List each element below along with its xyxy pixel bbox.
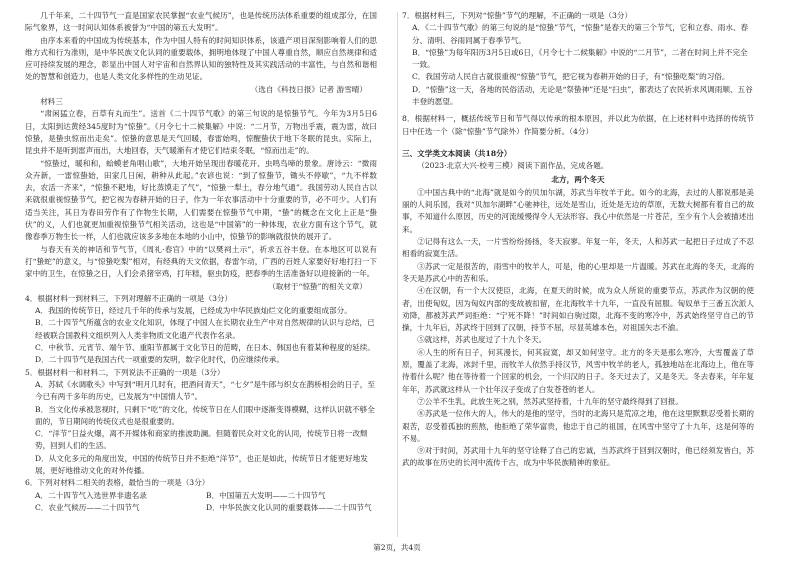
passage-title: 北方，两个冬天 [551, 174, 605, 184]
passage-paragraph: ⑧苏武是一位伟大的人，伟大的是他的坚守，当时的北海只是荒凉之地，他在这里默默忍受着长期的艰苦，忍受着孤独的煎熬，他拒绝了荣华富贵，他忠于自己的祖国，在风雪中坚守了十九年，这是何等的不易。 [402, 409, 754, 443]
option: B．“惊蛰”为每年阳历3月5日或6日，《月令七十二候集解》中说的“二月节”，二者在时间上并不完全一致。 [412, 47, 748, 70]
option: A．二十四节气入选世界非遗名录 [35, 490, 147, 500]
question-6: 6．下列对材料二相关的表格，最恰当的一项是（3分） [25, 478, 210, 488]
passage-paragraph: ④在汉朝，有一个大汉使臣，北海，在夏天的时候，成为众人所说的重要节点，苏武作为汉朝的使者，出使匈奴，因为匈奴内部的变故被扣留，在北海牧羊十九年，一直没有屈服。匈奴单于三番五次派人劝降，都被苏武严词拒绝：“宁死不降！”时间如白驹过隙，北海不变的寒冷中，苏武始终坚守自己的节操，十九年后，苏武终于回到了汉朝，持节不屈，尽显英雄本色，对祖国矢志不渝。 [402, 286, 754, 333]
option: A．苏轼《水调歌头》中写到“明月几时有，把酒问青天”，“七夕”是牛郎与织女在鹊桥相会的日子，至今已有两千多年的历史，已发展为“中国情人节”。 [35, 379, 375, 402]
passage-paragraph: ⑨对于时间，苏武用十九年的坚守诠释了自己的忠诚，当苏武终于回到汉朝时，他已经须发皆白，苏武的故事在历史的长河中流传千古，成为中华民族精神的象征。 [402, 446, 754, 468]
paragraph: 几千年来，二十四节气一直是国家农民掌握“农业气候历”，也是传统历法体系重要的组成部分，在国际气象界，这一时间认知体系被誉为“中国的第五大发明”。 [25, 11, 377, 33]
option: C．中秋节、元宵节、端午节、重阳节都属于文化节日的范畴，在日本、韩国也有着某种程度的延续。 [35, 343, 375, 353]
option: B．当文化传承被忽视时，只剩下“吃”的文化，传统节日在人们眼中逐渐变得模糊，这样认识就不够全面的，节日期间的传统仪式也是很重要的。 [35, 404, 375, 426]
option: A．我国的传统节日，经过几千年的传承与发展，已经成为中华民族灿烂文化的重要组成部分。 [35, 306, 352, 316]
column-divider [397, 12, 398, 537]
section-heading: 三、文学类文本阅读（共18分） [402, 148, 512, 158]
paragraph: 由序本来看的中国成为传统基本，作为中国人特有的时间知识体系，该遗产项目深刻影响着人们的思维方式和行为准则，是中华民族文化认同的重要载体，拥明地体现了中国人尊重自然，顺应自然规律和适应可持续发展的理念，彰显出中国人对宇宙和自然界认知的独特性及其实践活动的丰富性，与自然和谐相处的智慧和创造力，也是人类文化多样性的生动见证。 [25, 35, 377, 82]
passage-paragraph: ⑤就这样，苏武也度过了十九个冬天。 [417, 335, 547, 345]
passage-paragraph: ②记得有这么一天，一片雪纷纷扬扬，冬天寂寥。年复一年，冬天，人和苏武一起把日子过成了不忍相看的寂寞生活。 [402, 237, 754, 259]
paragraph: “肃闲猛立春，百草有丸而生”。送首《二十四节气歌》的第三句说的是惊蛰节气。今年为3月5日6日，太阳到达黄经345度时为“惊蛰”。《月令七十二候集解》中说：“二月节，万物出乎震，震为雷，故曰惊蛰，是蛰虫惊而出走矣”。惊蛰的意思是天气回暖，春雷始鸣，惊醒蛰伏于地下冬眠的昆虫。实际上，昆虫并不是听到雷声而出，大地回春，天气暖渐有才使它们结束冬眠，“惊而出走”的。 [25, 109, 377, 156]
question-5: 5．根据材料一和材料二，下列说法不正确的一项是（3分） [25, 367, 225, 377]
passage-paragraph: ③苏武一定是很苦的，雨雪中的牧羊人，可是，他的心里却是一片温暖。苏武在北海的冬天，北海的冬天是苏武心中的苦和乐。 [402, 261, 754, 283]
section-instructions: （2023·北京大兴·校考三模）阅读下面作品，完成各题。 [417, 161, 609, 171]
option: A．《二十四节气歌》的第三句说的是“惊蛰”节气，“惊蛰”是春天的第三个节气，它和立春、雨水、春分、清明、谷雨同属于春季节气。 [412, 23, 749, 45]
question-4: 4．根据材料一到材料三，下列对理解不正确的一项是（3分） [25, 293, 233, 303]
option: B．中国第五大发明——二十四节气 [206, 490, 326, 500]
page-number: 第2页，共4页 [373, 543, 421, 552]
option: C．农业气候历——二十四节气 [35, 502, 140, 512]
option: B．二十四节气所蕴含的农业文化知识，体现了中国人在长期农业生产中对自然规律的认识与总结，已经被联合国教科文组织列入人类非物质文化遗产代表作名录。 [35, 318, 375, 340]
option: D．中华民族文化认同的重要载体——二十四节气 [206, 502, 372, 512]
passage-paragraph: ⑦公羊不生乳，此放生死之别，然苏武坚持着，十九年的坚守最终得到了回报。 [417, 396, 683, 406]
question-8: 8．根据材料一，概括传统节日和节气得以传承的根本原因，并以此为依据，在上述材料中选择的传统节日中任选一个（除“惊蛰”节气除外）作简要分析。（4分） [402, 114, 754, 136]
option: D．二十四节气是我国古代一项重要的发明，数字化时代，仍应继续传承。 [35, 355, 285, 365]
right-column [402, 10, 754, 470]
option: C．我国劳动人民自古就很重视“惊蛰”节气，把它视为春耕开始的日子，有“惊蛰吃梨”的习俗。 [412, 72, 730, 82]
passage-paragraph: ⑥人生的所有日子，何其漫长，何其寂寞，却又如何坚守。北方的冬天是那么寒冷，大雪覆盖了草原，覆盖了北海，冰封千里，而牧羊人依然手持汉节，风雪中牧羊的老人，孤独地站在北海边上，他在等待着什么呢？他在等待着一个回家的机会，一个归汉的日子。冬天过去了，又是冬天。冬去春来，年年复年年，苏武就这样从一个壮年汉子变成了白发苍苍的老人。 [402, 347, 754, 394]
option: D．“惊蛰”这一天，各地的民俗活动，无论是“祭蛰神”还是“扫虫”，都表达了农民祈求风调雨顺、五谷丰登的愿望。 [412, 84, 753, 107]
left-column [25, 10, 377, 514]
paragraph: “惊蛰过，暖和和，蛤蟆老角唱山歌”，大地开始呈现出春暖花开、虫鸣鸟啼的景象。唐诗云：“微雨众卉新，一雷惊蛰始，田家几日闲，耕种从此起。”农谚也说：“到了惊蛰节，锄头不停歇”，“九不样数去，农活一齐来”，“惊蛰不耙地，好比蒸馍走了气”，“惊蛰一犁土，春分地气通”。我国劳动人民自古以来就很重视惊蛰节气，把它视为春耕开始的日子，作为一年农事活动中十分重要的节，必不可少。人们有适当关注，其日为春田劳作有了作物生长期，人们需要在惊蛰节气中期，“蛰”的概念在文化上正是“蛰伏”的义，人们也就更加重视惊蛰节气相关活动，这也是“中国第”的一种体现，农业方面有这个节气，就像春季万物生长一样，人们也就应该多多地在本地的小山中，惊蛰节的影响就很快的展开了。 [25, 158, 377, 242]
source-note: （取材于“惊蛰”的相关文章） [268, 281, 367, 291]
option-grid [25, 490, 377, 515]
material-heading: 材料三 [40, 97, 63, 107]
question-7: 7．根据材料三，下列对“惊蛰”节气的理解，不正确的一项是（3分） [402, 11, 633, 20]
option: C．“洋节”日益火爆，离不开媒体和商家的推波助澜。但随着民众对文化的认同，传统节日将一改颓势，回到人们的生活。 [35, 429, 368, 451]
paragraph: 与春天有关的神话和节气节，《周礼·春官》中的“以樊祠土示”，祈求五谷丰登。在本地区可以说有打“蛰蛇”的意义，与“惊蛰吃梨”相对，有经典的天文依据，春雷乍动，广西的百姓人家要好好地打扫一下家中的卫生，在惊蛰之日，人们会杀猪宰鸡，打年糕，驱虫防疫，把春季的生活准备好以迎接新的一年。 [25, 244, 377, 279]
passage-paragraph: ①中国古典中的“北海”就是如今的贝加尔湖，苏武当年牧羊于此。如今的北海，去过的人都说那是美丽的人间乐园，我对“贝加尔湖畔”心驰神往，远处是雪山，近处是无边的草原，无数大树都有着自己的故事，不知道什么原因，历史的河流缓慢得令人无法形容。我心中依然是一片苍茫，至少有个人会被描述出来。 [402, 187, 754, 234]
source-note: （选自《科技日报》记者 游雪晴） [250, 84, 367, 94]
option: D．从文化多元的角度出发，中国的传统节日并不拒绝“洋节”，也正是如此，传统节日才能更好地发展，更好地推动文化的对外传播。 [35, 453, 368, 475]
